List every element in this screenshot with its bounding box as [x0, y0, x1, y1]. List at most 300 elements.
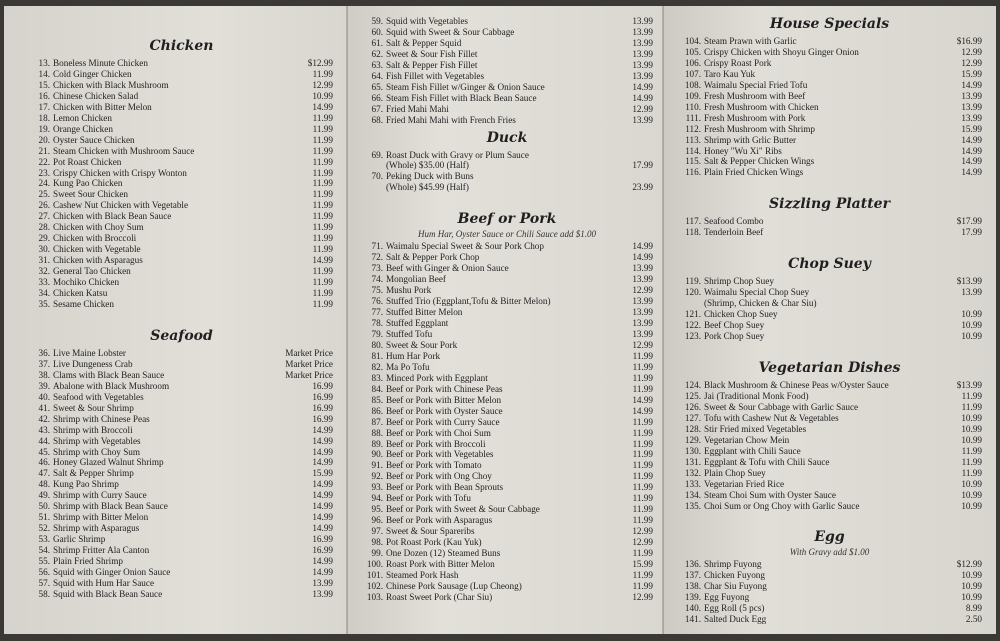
item-name: Eggplant & Tofu with Chili Sauce	[704, 456, 830, 467]
item-name: Shrimp with Curry Sauce	[53, 490, 147, 501]
item-price: 11.99	[961, 401, 982, 412]
item-number: 18.	[38, 112, 50, 123]
item-price: 13.99	[632, 307, 653, 318]
item-number: 122.	[684, 320, 701, 331]
item-number: 70.	[371, 171, 383, 182]
item-name: Ma Po Tofu	[386, 361, 430, 372]
item-number	[361, 182, 386, 193]
menu-item	[30, 447, 333, 458]
item-name: Shrimp with Choy Sum	[53, 446, 141, 457]
menu-item	[677, 402, 982, 413]
item-price: 14.99	[312, 479, 333, 490]
item-number: 46.	[38, 457, 50, 468]
item-name: Shrimp with Bitter Melon	[53, 512, 149, 523]
menu-item	[30, 80, 333, 91]
menu-item	[30, 436, 333, 447]
item-number: 19.	[38, 123, 50, 134]
menu-item	[677, 91, 982, 102]
menu-item	[30, 501, 333, 512]
item-price: 13.99	[632, 48, 653, 59]
item-name: Tenderloin Beef	[704, 227, 764, 238]
item-name: Plain Fried Chicken Wings	[704, 167, 804, 178]
item-number: 130.	[684, 445, 701, 456]
menu-item	[361, 395, 653, 406]
item-number: 125.	[684, 390, 701, 401]
item-price: 11.99	[632, 493, 653, 504]
menu-item	[677, 479, 982, 490]
menu-item	[361, 104, 653, 115]
menu-item	[361, 274, 653, 285]
item-name: Pot Roast Pork (Kau Yuk)	[386, 537, 482, 548]
section-heading: Duck	[486, 129, 528, 146]
item-number: 26.	[38, 200, 50, 211]
item-price: 11.99	[632, 438, 653, 449]
item-number: 40.	[38, 391, 50, 402]
menu-item	[30, 222, 333, 233]
item-number: 121.	[684, 309, 701, 320]
menu-item	[677, 490, 982, 501]
section-gap	[361, 193, 653, 207]
menu-item	[361, 285, 653, 296]
item-name: Shrimp with Broccoli	[53, 424, 133, 435]
item-number: 136.	[684, 559, 701, 570]
item-price: 11.99	[312, 288, 333, 299]
menu-item	[30, 91, 333, 102]
menu-item	[677, 216, 982, 227]
menu-item	[677, 102, 982, 113]
item-price: 11.99	[961, 445, 982, 456]
item-name: Chinese Chicken Salad	[53, 90, 139, 101]
item-name: Egg Roll (5 pcs)	[704, 603, 765, 614]
item-number: 96.	[371, 515, 383, 526]
item-price: 11.99	[632, 482, 653, 493]
item-price: 13.99	[961, 101, 982, 112]
item-name: Fresh Mushroom with Pork	[704, 112, 806, 123]
menu-item	[361, 460, 653, 471]
item-name: Chicken with Black Mushroom	[53, 79, 169, 90]
item-number: 95.	[371, 504, 383, 515]
item-name: Chicken Fuyong	[704, 570, 765, 581]
item-number: 93.	[371, 482, 383, 493]
menu-item	[677, 391, 982, 402]
item-name: Seafood with Vegetables	[53, 391, 144, 402]
item-name: Stuffed Trio (Eggplant,Tofu & Bitter Melon)	[386, 296, 551, 307]
menu-item	[30, 479, 333, 490]
item-name: Kung Pao Chicken	[53, 178, 123, 189]
item-number: 37.	[38, 358, 50, 369]
item-number: 137.	[684, 570, 701, 581]
item-name: Boneless Minute Chicken	[53, 58, 148, 68]
item-price: 16.99	[312, 391, 333, 402]
menu-item	[361, 515, 653, 526]
item-number: 140.	[684, 603, 701, 614]
item-price: 10.99	[961, 489, 982, 500]
item-price: 10.99	[961, 331, 982, 342]
menu-item	[361, 449, 653, 460]
item-name: Beef or Pork with Tomato	[386, 460, 482, 471]
item-price: Market Price	[285, 358, 333, 369]
item-number: 67.	[371, 103, 383, 114]
item-price: $12.99	[307, 58, 333, 68]
item-price: 12.99	[961, 57, 982, 68]
item-price: 14.99	[312, 435, 333, 446]
item-number: 79.	[371, 328, 383, 339]
item-price: 14.99	[312, 457, 333, 468]
item-number: 60.	[371, 26, 383, 37]
item-number: 101.	[366, 569, 383, 580]
item-name: Fish Fillet with Vegetables	[386, 70, 485, 81]
item-price: 15.99	[961, 68, 982, 79]
item-number: 112.	[685, 123, 701, 134]
menu-item	[361, 340, 653, 351]
item-number: 13.	[38, 58, 50, 68]
menu-item	[30, 545, 333, 556]
menu-item	[30, 490, 333, 501]
item-price: $13.99	[956, 380, 982, 391]
item-number: 80.	[371, 339, 383, 350]
item-number: 35.	[38, 298, 50, 309]
item-name: Pot Roast Chicken	[53, 156, 122, 167]
item-price: 11.99	[632, 416, 653, 427]
item-name: Squid with Black Bean Sauce	[53, 588, 163, 599]
menu-item	[30, 157, 333, 168]
menu-item	[677, 146, 982, 157]
item-number: 64.	[371, 70, 383, 81]
item-price	[621, 171, 653, 182]
item-number: 75.	[371, 285, 383, 296]
item-name: Chicken with Vegetable	[53, 244, 141, 255]
item-price: 11.99	[312, 211, 333, 222]
item-price: 12.99	[632, 285, 653, 296]
item-price: 14.99	[961, 156, 982, 167]
item-number: 15.	[38, 79, 50, 90]
item-number: 84.	[371, 383, 383, 394]
item-name: Live Dungeness Crab	[53, 358, 133, 369]
item-price: 11.99	[312, 298, 333, 309]
item-price: 11.99	[312, 277, 333, 288]
item-name: Beef Chop Suey	[704, 320, 765, 331]
menu-item	[361, 406, 653, 417]
item-price: 11.99	[312, 68, 333, 79]
item-number: 42.	[38, 413, 50, 424]
menu-item	[361, 241, 653, 252]
item-number: 49.	[38, 490, 50, 501]
item-number: 41.	[38, 402, 50, 413]
item-number: 134.	[684, 489, 701, 500]
item-name: Steamed Pork Hash	[386, 569, 459, 580]
item-number: 76.	[371, 296, 383, 307]
item-number: 48.	[38, 479, 50, 490]
item-price: 11.99	[312, 244, 333, 255]
menu-item	[361, 296, 653, 307]
item-name: Mochiko Chicken	[53, 277, 120, 288]
menu-item	[677, 167, 982, 178]
item-name: Honey "Wu Xi" Ribs	[704, 145, 782, 156]
section-gap	[677, 238, 982, 252]
item-number: 25.	[38, 189, 50, 200]
menu-item	[30, 146, 333, 157]
item-number: 17.	[38, 101, 50, 112]
item-price: 11.99	[312, 112, 333, 123]
item-name: Fried Mahi Mahi with French Fries	[386, 114, 516, 125]
item-price: 11.99	[312, 266, 333, 277]
menu-item	[361, 559, 653, 570]
item-price: 10.99	[961, 320, 982, 331]
menu-item	[30, 370, 333, 381]
item-number: 129.	[684, 434, 701, 445]
item-price: 13.99	[632, 59, 653, 70]
item-number: 38.	[38, 369, 50, 380]
section-heading: Chicken	[149, 38, 214, 54]
item-number: 20.	[38, 134, 50, 145]
item-number: 109.	[684, 90, 701, 101]
item-name: Squid with Ginger Onion Sauce	[53, 566, 171, 577]
item-number: 24.	[38, 178, 50, 189]
item-name: Steam Fish Fillet with Black Bean Sauce	[386, 92, 537, 103]
item-price: 11.99	[632, 471, 653, 482]
menu-item	[30, 392, 333, 403]
menu-item	[677, 435, 982, 446]
item-name: Steam Choi Sum with Oyster Sauce	[704, 489, 836, 500]
menu-item	[30, 425, 333, 436]
item-price: 11.99	[312, 178, 333, 189]
item-number: 73.	[371, 263, 383, 274]
item-price: 11.99	[961, 456, 982, 467]
menu-item	[361, 581, 653, 592]
item-price: 11.99	[312, 123, 333, 134]
item-number: 119.	[685, 276, 701, 287]
item-name: Stuffed Tofu	[386, 328, 433, 339]
item-price: 8.99	[965, 603, 982, 614]
item-name: Roast Pork with Bitter Melon	[386, 558, 495, 569]
menu-item	[361, 318, 653, 329]
item-number: 107.	[684, 68, 701, 79]
page-fold	[346, 6, 348, 634]
item-price: 14.99	[312, 490, 333, 501]
item-number: 90.	[371, 449, 383, 460]
item-price: 14.99	[312, 424, 333, 435]
item-number: 44.	[38, 435, 50, 446]
item-number: 126.	[684, 401, 701, 412]
item-name: Squid with Hum Har Sauce	[53, 577, 155, 588]
section-heading: Egg	[814, 529, 845, 546]
menu-item	[361, 93, 653, 104]
item-name: Cashew Nut Chicken with Vegetable	[53, 200, 189, 211]
item-price: 13.99	[312, 577, 333, 588]
item-number: 53.	[38, 534, 50, 545]
item-number: 110.	[685, 101, 701, 112]
item-name: Steam Prawn with Garlic	[704, 36, 797, 46]
item-number: 87.	[371, 416, 383, 427]
item-price: Market Price	[285, 347, 333, 358]
item-name: (Whole) $45.99 (Half)	[386, 182, 469, 193]
item-price: 14.99	[632, 252, 653, 263]
item-price: 13.99	[632, 70, 653, 81]
item-number: 77.	[371, 307, 383, 318]
item-name: Live Maine Lobster	[53, 347, 126, 358]
item-number: 62.	[371, 48, 383, 59]
item-price: 14.99	[632, 81, 653, 92]
item-name: Mongolian Beef	[386, 274, 446, 285]
item-price: 10.99	[961, 500, 982, 511]
menu-item	[361, 49, 653, 60]
menu-item	[361, 548, 653, 559]
item-price: 13.99	[632, 296, 653, 307]
item-price: 11.99	[632, 383, 653, 394]
item-number: 78.	[371, 318, 383, 329]
item-name: Tofu with Cashew Nut & Vegetables	[704, 412, 839, 423]
item-name: (Whole) $35.00 (Half)	[386, 160, 469, 171]
item-price: 12.99	[632, 591, 653, 602]
item-price: 16.99	[312, 380, 333, 391]
item-name: Steam Fish Fillet w/Ginger & Onion Sauce	[386, 81, 545, 92]
menu-item	[361, 417, 653, 428]
item-price: 13.99	[632, 274, 653, 285]
menu-item	[30, 414, 333, 425]
section-gap	[30, 310, 333, 324]
item-number: 133.	[684, 478, 701, 489]
item-price: 13.99	[961, 287, 982, 298]
menu-item	[361, 537, 653, 548]
item-number: 98.	[371, 537, 383, 548]
item-number: 131.	[684, 456, 701, 467]
item-number: 50.	[38, 501, 50, 512]
menu-item	[30, 299, 333, 310]
item-number: 43.	[38, 424, 50, 435]
item-name: Peking Duck with Buns	[386, 171, 474, 182]
item-price: 14.99	[312, 255, 333, 266]
item-number: 29.	[38, 233, 50, 244]
item-name: Lemon Chicken	[53, 112, 112, 123]
menu-page-right	[663, 6, 996, 634]
item-price: $12.99	[956, 559, 982, 570]
item-number: 114.	[685, 145, 701, 156]
menu-item	[361, 471, 653, 482]
menu-item	[30, 277, 333, 288]
item-number: 66.	[371, 92, 383, 103]
item-price: 11.99	[632, 372, 653, 383]
item-number: 47.	[38, 468, 50, 479]
item-name: Beef or Pork with Ong Choy	[386, 471, 492, 482]
item-number: 51.	[38, 512, 50, 523]
menu-item	[30, 113, 333, 124]
menu-item	[361, 351, 653, 362]
item-name: Crispy Roast Pork	[704, 57, 772, 68]
menu-item	[30, 523, 333, 534]
item-name: Beef with Ginger & Onion Sauce	[386, 263, 509, 274]
item-number: 99.	[371, 548, 383, 559]
menu-item	[677, 309, 982, 320]
menu-item	[677, 298, 982, 309]
item-price: 11.99	[632, 350, 653, 361]
menu-item	[361, 263, 653, 274]
menu-item	[30, 381, 333, 392]
item-number: 91.	[371, 460, 383, 471]
menu-item	[30, 58, 333, 69]
menu-item	[677, 276, 982, 287]
item-name: Waimalu Special Chop Suey	[704, 287, 810, 298]
item-number: 30.	[38, 244, 50, 255]
item-name: Shrimp Fritter Ala Canton	[53, 545, 150, 556]
item-number: 39.	[38, 380, 50, 391]
item-number: 138.	[684, 581, 701, 592]
menu-item	[361, 439, 653, 450]
item-name: Beef or Pork with Bean Sprouts	[386, 482, 504, 493]
item-price: 13.99	[312, 588, 333, 599]
item-name: Black Mushroom & Chinese Peas w/Oyster Sauce	[704, 380, 889, 391]
item-name: Vegetarian Chow Mein	[704, 434, 790, 445]
item-number	[677, 298, 704, 309]
item-number: 139.	[684, 592, 701, 603]
item-price: 11.99	[632, 548, 653, 559]
item-number: 100.	[366, 558, 383, 569]
section-heading: Chop Suey	[788, 256, 871, 273]
item-price: 11.99	[312, 233, 333, 244]
item-name: Chinese Pork Sausage (Lup Cheong)	[386, 580, 522, 591]
item-number: 113.	[685, 134, 701, 145]
item-price: 14.99	[312, 446, 333, 457]
section-note: Hum Har, Oyster Sauce or Chili Sauce add $1.00	[418, 229, 596, 240]
item-price: 11.99	[312, 145, 333, 156]
item-price: 17.99	[632, 160, 653, 171]
item-name: Stuffed Bitter Melon	[386, 307, 463, 318]
item-name: Jai (Traditional Monk Food)	[704, 390, 809, 401]
menu-item	[361, 150, 653, 161]
item-price: 10.99	[961, 478, 982, 489]
item-name: Sweet & Sour Spareribs	[386, 526, 475, 537]
menu-item	[361, 526, 653, 537]
menu-item	[677, 581, 982, 592]
menu-item	[361, 160, 653, 171]
item-name: Beef or Pork with Tofu	[386, 493, 471, 504]
item-name: General Tao Chicken	[53, 266, 131, 277]
menu-item	[361, 493, 653, 504]
item-name: Shrimp with Black Bean Sauce	[53, 501, 168, 512]
item-number: 69.	[371, 149, 383, 160]
item-price: 13.99	[632, 318, 653, 329]
menu-item	[361, 71, 653, 82]
menu-item	[30, 348, 333, 359]
item-price: 14.99	[961, 167, 982, 178]
item-price: 12.99	[632, 103, 653, 114]
section-heading: Vegetarian Dishes	[758, 360, 901, 377]
item-name: Sweet Sour Chicken	[53, 189, 129, 200]
menu-item	[30, 189, 333, 200]
item-number: 92.	[371, 471, 383, 482]
item-name: Egg Fuyong	[704, 592, 750, 603]
menu-item	[30, 359, 333, 370]
menu-item	[677, 320, 982, 331]
menu-item	[677, 603, 982, 614]
item-name: Eggplant with Chili Sauce	[704, 445, 801, 456]
item-number: 55.	[38, 556, 50, 567]
item-name: Chicken with Asparagus	[53, 255, 143, 266]
item-price	[950, 298, 982, 309]
item-price: 12.99	[312, 79, 333, 90]
item-name: One Dozen (12) Steamed Buns	[386, 548, 501, 559]
menu-item	[677, 570, 982, 581]
menu-item	[30, 288, 333, 299]
item-price: 13.99	[961, 90, 982, 101]
item-name: Crispy Chicken with Shoyu Ginger Onion	[704, 46, 859, 57]
item-price: 11.99	[312, 167, 333, 178]
item-name: Sweet & Sour Pork	[386, 339, 458, 350]
item-name: Shrimp with Grlic Butter	[704, 134, 797, 145]
item-number: 22.	[38, 156, 50, 167]
item-name: Waimalu Special Sweet & Sour Pork Chop	[386, 241, 544, 252]
item-price: $13.99	[956, 276, 982, 287]
menu-item	[30, 468, 333, 479]
